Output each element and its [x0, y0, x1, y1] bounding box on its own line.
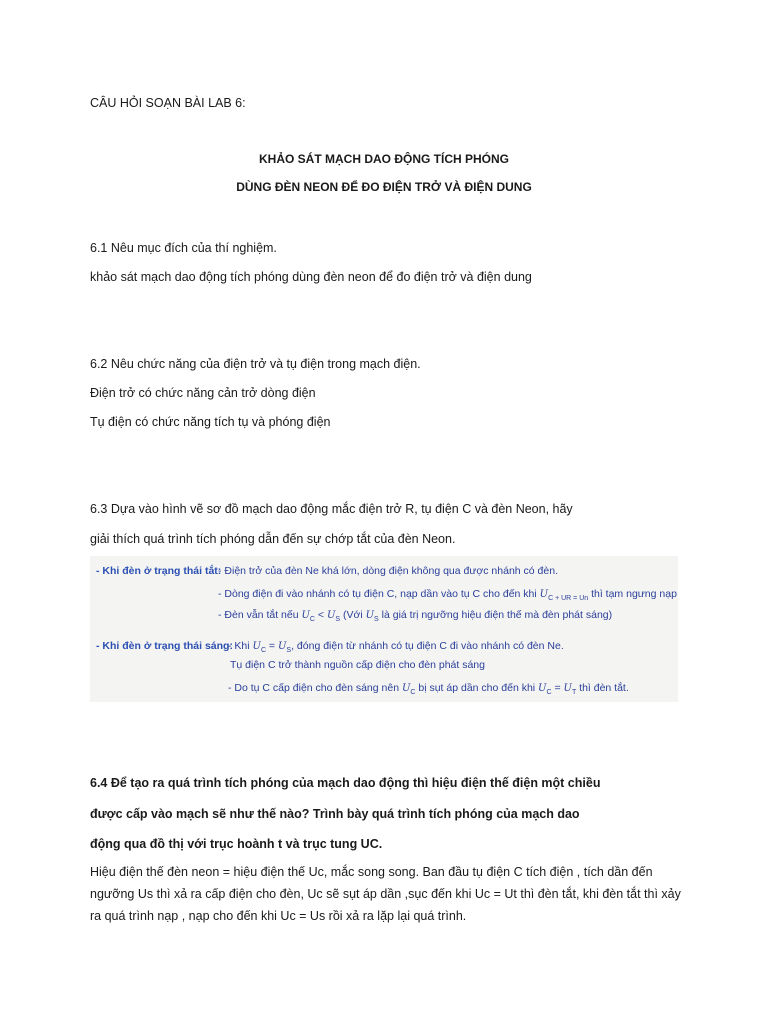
question-6-4-line-3: động qua đồ thị với trục hoành t và trục tung UC. — [90, 837, 383, 851]
doc-title-line-1: KHẢO SÁT MẠCH DAO ĐỘNG TÍCH PHÓNG — [259, 152, 509, 166]
doc-heading: CÂU HỎI SOẠN BÀI LAB 6: — [90, 96, 246, 110]
figure-on-line-2: Tụ điện C trở thành nguồn cấp điện cho đèn phát sáng — [230, 659, 485, 671]
question-6-1: 6.1 Nêu mục đích của thí nghiệm. — [90, 241, 277, 255]
question-6-2: 6.2 Nêu chức năng của điện trở và tụ điện trong mạch điện. — [90, 357, 421, 371]
question-6-4-line-1: 6.4 Để tạo ra quá trình tích phóng của mạch dao động thì hiệu điện thế điện một chiều — [90, 776, 601, 790]
figure-off-line-2: - Dòng điện đi vào nhánh có tụ điện C, nạp dần vào tụ C cho đến khi $U_{C + UR = Un}$ thì tạm ngưng nạp — [218, 588, 677, 603]
explanation-figure — [90, 556, 678, 702]
figure-off-line-1: - Điện trở của đèn Ne khá lớn, dòng điện không qua được nhánh có đèn. — [218, 565, 558, 577]
question-6-4-line-2: được cấp vào mạch sẽ như thế nào? Trình bày quá trình tích phóng của mạch dao — [90, 807, 580, 821]
answer-6-2-line-2: Tụ điện có chức năng tích tụ và phóng điện — [90, 415, 331, 429]
answer-6-2-line-1: Điện trở có chức năng cản trở dòng điện — [90, 386, 316, 400]
question-6-3-line-2: giải thích quá trình tích phóng dẫn đến sự chớp tắt của đèn Neon. — [90, 532, 456, 546]
figure-on-line-1: - Khi $U_C = U_S$, đóng điện từ nhánh có tụ điện C đi vào nhánh có đèn Ne. — [228, 640, 564, 655]
figure-on-line-3: - Do tụ C cấp điện cho đèn sáng nên $U_C$ bị sụt áp dần cho đến khi $U_C = U_T$ thì đèn tắt. — [228, 682, 629, 697]
figure-off-label: - Khi đèn ở trạng thái tắt: — [96, 565, 222, 577]
doc-title-line-2: DÙNG ĐÈN NEON ĐỂ ĐO ĐIỆN TRỞ VÀ ĐIỆN DUNG — [236, 180, 532, 194]
figure-off-line-3: - Đèn vẫn tắt nếu $U_C < U_S$ (Với $U_S$ là giá trị ngưỡng hiệu điện thế mà đèn phát sáng) — [218, 609, 613, 624]
question-6-3-line-1: 6.3 Dựa vào hình vẽ sơ đồ mạch dao động mắc điện trở R, tụ điện C và đèn Neon, hãy — [90, 502, 573, 516]
answer-6-4: Hiệu điện thế đèn neon = hiệu điện thế Uc, mắc song song. Ban đầu tụ điện C tích điện , tích dần đến ngưỡng Us thì xả ra cấp điện cho đèn, Uc sẽ sụt áp dần ,sục đến khi Uc = Ut thì đèn tắt, khi đèn tắt thì xảy ra quá trình nạp , nạp cho đến khi Uc = Us rồi xả ra lặp lại quá trình. — [90, 865, 681, 923]
answer-6-1: khảo sát mạch dao động tích phóng dùng đèn neon để đo điện trở và điện dung — [90, 270, 532, 284]
figure-on-label: - Khi đèn ở trạng thái sáng: — [96, 640, 233, 652]
